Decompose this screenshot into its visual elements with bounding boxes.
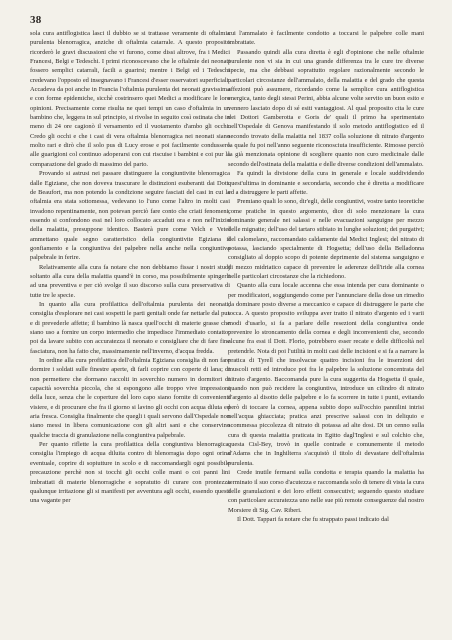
paragraph: Per quanto riflette la cura profilattica della congiuntiva blenorragica, consiglia l'impiego di acqua diluita contro di blenorragia dopo ogni orina eventuale, coprire di sopiutture in scolo e di raccomandargli ogni possibile precauzione perchè non si tocchi gli occhi colle mani o coi panni lini imbrattati di materie blenorragiche e sopratutto di curare con prontezza qualunque irritazione gli si manifesti per avventura agli occhi, essendo questi una vagante per (30, 441, 230, 505)
paragraph: Premiano quali lo sono, dir'egli, delle congiuntivi, vostre tanto teoretiche come pratiche in questo argomento, dice di solo menzionare la cura dominante generale nei salassi e nelle evacuazioni sanguigne per mezzo delle mignatte; dell'uso del tartaro stibiato in lunghe soluzioni; dei purgativi; del calomelano, raccomandato caldamente dal Medici Inglesi; del nitrato di potassa, lasciando specialmente di Hogsetta; dell'uso della Belladonna consigliato al doppio scopo di potente deprimente del sistema sanguigno e di mezzo midriatico capace di prevenire le aderenze dell'iride alla cornea nelle particolari circostanze che la richiedono. (228, 198, 424, 280)
paragraph: Fa quindi la divisione della cura in generale e locale suddividendo quest'ultima in dominante e secondaria, secondo che è diretta a modificare ed a distruggere le parti affette. (228, 170, 424, 196)
paragraph: sola cura antiflogistica lasci il dubbio se si trattasse veramente di oftalmia purulenta blenorragica, anziche di oftalmia catarrale. A questo proposito ricorderò le gravi discussioni che vi furono, come dissi altrove, fra i Medici Francesi, Belgi e Tedeschi. I primi riconoscevano che le oftalmie dei neonati fossero semplici catarrali, facili a guarirsi; mentre i Belgi ed i Tedeschi credevano l'opposto ed insegnavano i Francesi d'esser osservatori superficiali. Accadeva da poi anche in Francia l'oftalmia purulenta dei neonati gravissima e con forme epidemiche, sicchè costrinsero quei Medici a modificare le loro opinioni. Precisamente come risulta ne quei tempi un caso d'oftalmia in un bambino che, leggera in sul principio, si rivolse in seguito così ostinata che in meno di 24 ore cagionò il versamento ed il vuotamento d'ambo gli occhi. Credo gli occhi e che i casi di vera oftalmia blenorragica nei neonati siano molto rari e dirò che il solo pus di Lucy erose e poi facilmente condussero alle guarigioni col continuo adoperarsi con cui riscuise i bambini e coi pur la comparazione del grado di massimo del parto. (30, 30, 230, 168)
paragraph: cui l'ammalato è facilmente condotto a toccarsi le palpebre colle mani imbrattate. (228, 30, 424, 47)
paragraph: Quanto alla cura locale accenna che essa intenda per cura dominante o per modificatori, soggiungendo come per l'annunciare della dose un rimedio da dominare posto diverse a meccanico e capace di distruggere le parte che tocca. A questo proposito sviluppa aver tratto il nitrato d'argento ed i varii modi d'usarlo, si fa a parlare delle resezioni della congiuntiva onde prevenire lo stroncamento della cornea e degli inconvenienti che, secondo alcune fra essi il Dott. Florio, potrebbero esser recate e delle difficoltà nel pretendrle. Nota di poi l'utilità in molti casi delle incisioni e si fa a narrare la pratica di Tyrell che insolvacue quattro incisioni fra le inserzioni dei muscoli retti ed introduce poi fra le palpebre la soluzione concentrata del nitrato d'argento. Baccomanda pure la cura suggerita da Hogsetta il quale, quando non può recidere la congiuntiva, introduce un cilindro di nitrato d'argento al disotto delle palpebre e lo fa scorrere in tutte i punti, evitando però di toccare la cornea, appena subito dopo sull'occhio pannilini intrisi nell'acqua ghiacciata; pratica anzi prescrive salassi con in deliquio e scommessa piccolezza di nitrato di potassa ad alte dosi. Di un cenno sulla cura di questa malattia praticata in Egitto dagl'Inglesi e sul colchio che, questa Cisl-Bey, trovò in quelle contrade e comunemente il metodo d'Adams che in Inghilterra s'acquistò il titolo di devastare dell'oftalmia purulenta. (228, 282, 424, 467)
left-column (30, 29, 230, 506)
paragraph: Relativamente alla cura fa notare che non debbiamo fissar i nostri studj soltanto alla cura della malattia quand'è in corso, ma possibilmente spingerli ad una preventiva e per ciò svolge il suo discorso sulla cura preservativa di tutte tre le specie. (30, 263, 230, 299)
paragraph: Passando quindi alla cura diretta è egli d'opinione che nelle oftalmie purulente non vi sia in cui una grande differenza tra le cure tre diverse specie, ma che debbasi soprattutto regolare razionalmente secondo le particolari circostanze dell'ammalato, della malattia e del grado che questa affezioni può assumere, ricordando come la semplice cura antiflogistica energica, tanto degli stessi Perini, abbia alcune volte servito un buon esito e vennero lasciato dopo di sé esiti vantaggiosi. Al qual proposito cita le cure dei Dottori Gamberotta e Goris de' quali il primo ha sperimentato nell'Ospedale di Genova manifestando il solo metodo antiflogistico ed il secondo trovato della malattia nel 1837 colla soluzione di nitrato d'argento la quale fu poi nell'anno seguente riconosciuta insufficiente. Rimosse perciò la già menzionata opinione di scegliere quanto non curo medicinale dalle secondo dell'ostinata della malattia e delle diverse condizioni dell'ammalato. (228, 48, 424, 168)
paragraph: Provando si astrusi nei passare distinguere la congiuntivite blenorragica dalle Egiziane, che non doveva trascurare le distinzioni esuberanti dai Dott. de Beaufort, ma non potendo la condizione seguire fasciati del casi in cui la oftalmia era stata sottomessa, vedevano io l'uno come l'altro in molti casi invadono repentinamente, non potevan perciò fare conto che criati fenomeni, essendo si confondono essi nel loro collocato accaduti ora e non nell'inizio della malattia, presuppone identico. Basterà pure come Velch e Vetel ammettano quale segno caratteristico della congiuntivite Egiziana il gonfiamento e la congiuntiva dei palpebre nella anche nella congiuntiva palpebrale in ferire. (30, 170, 230, 262)
paragraph: Crede inutile fermarsi sulla condotta e terapia quando la malattia ha terminato il suo corso d'acutezza e raccomanda solo di tenere di vista la cura delle granulazioni e dei loro effetti consecutivi; seguendo questo studiare con particolare accuratezza uno nelle sue più remote conseguenze dal nostro Morsiere di Sig. Cav. Riberi. (228, 469, 424, 514)
paragraph: In ordine alla cura profilattica dell'oftalmia Egiziana consiglia di non fare dormire i soldati sulle finestre aperte, di farli coprire con coperte di lana; di non permettere che dormano raccolti in soverchio numero in dormitori di capacità soverchia piccola, che si espongono alle troppo vive impressioni della luce, senza che le coperture del loro capo siano fornite di convenienti visiere, e di procurare che fra il giorno si lavino gli occhi con acqua diluta ed aria fresca. Consiglia finalmente che quegli i quali servono dall'Ospedale non siano messi in libera comunicazione con gli altri sani e che conservino qualche traccia di granulazione nella congiuntiva palpebrale. (30, 357, 230, 439)
paragraph: In quanto alla cura profilattica dell'oftalmia purulenta dei neonati, consiglia d'esplorare nei casi sospetti le parti genitali onde far nettarle dal pus e di prevederle affette; il bambino là nasca quell'occhi di materie grasse che siano uso a fornire un corpo intermedio che impedisce l'immediato contatto; poi da lavare subito con accuratezza il neonato e consigliare che di fare fine fasciatura, non ha fatto che, massimamente nell'inverno, d'acqua fredda. (30, 300, 230, 355)
page-number: 38 (30, 14, 42, 26)
right-column (228, 29, 424, 524)
paragraph: Il Dott. Tappari fa notare che fu strappato passi indicato dal (237, 515, 389, 523)
